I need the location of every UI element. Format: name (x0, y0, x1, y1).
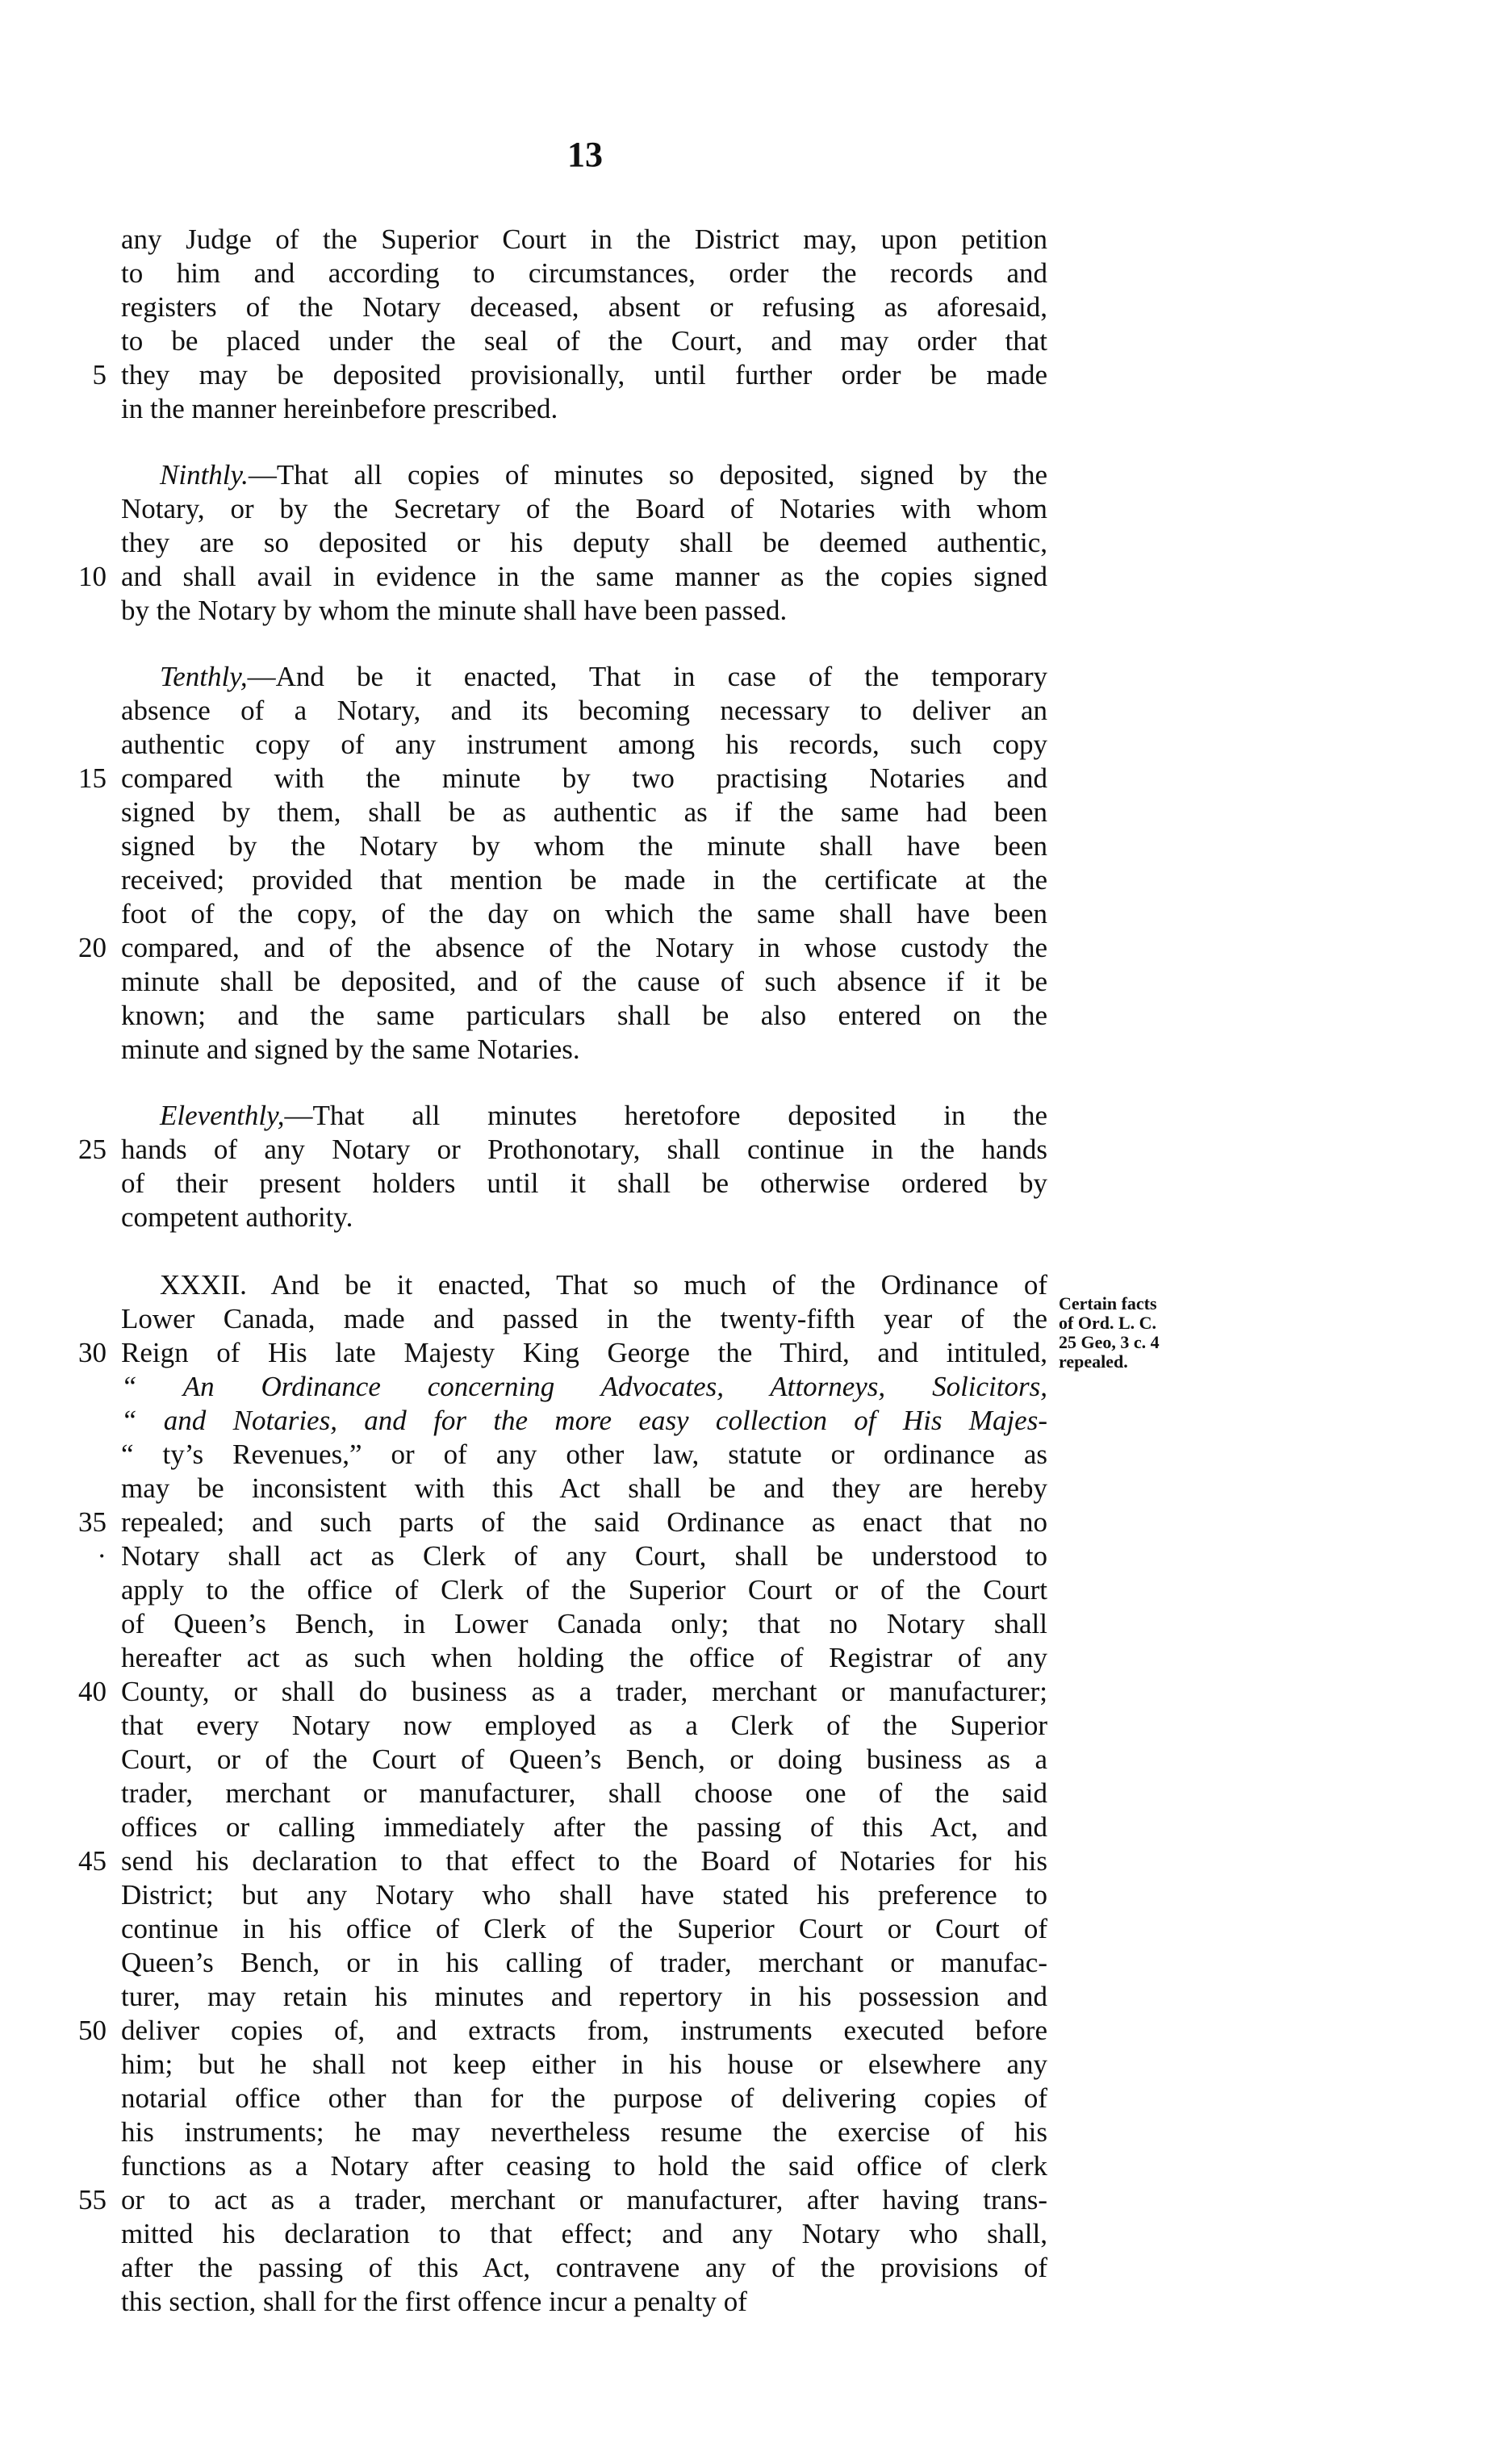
text-line (121, 1572, 1047, 1609)
text-line-content: to him and according to circumstances, order the records and (121, 257, 1047, 289)
text-line (121, 692, 1047, 729)
text-line (121, 1402, 1047, 1439)
text-line (121, 929, 1047, 967)
text-line-content: Lower Canada, made and passed in the twenty-fifth year of the (121, 1303, 1047, 1334)
text-line-content: turer, may retain his minutes and repertory in his possession and (121, 1981, 1047, 2012)
margin-note (1059, 1294, 1249, 1372)
line-number: 30 (78, 1337, 107, 1368)
text-line-content: in the manner hereinbefore prescribed. (121, 393, 558, 424)
text-line-content: functions as a Notary after ceasing to hold the said office of clerk (121, 2150, 1047, 2182)
text-line (121, 963, 1047, 1000)
text-line (121, 1944, 1047, 1982)
margin-note-line: 25 Geo, 3 c. 4 (1059, 1332, 1160, 1352)
text-line-content: signed by them, shall be as authentic as if the same had been (121, 796, 1047, 828)
text-line-content: they are so deposited or his deputy shall be deemed authentic, (121, 527, 1047, 558)
text-line-content: competent authority. (121, 1201, 353, 1233)
text-line (121, 491, 1047, 528)
line-number: 40 (78, 1676, 107, 1707)
text-line-content: hands of any Notary or Prothonotary, shall continue in the hands (121, 1134, 1047, 1165)
text-line (121, 2249, 1047, 2287)
text-line-content: “ ty’s Revenues,” or of any other law, statute or ordinance as (121, 1439, 1047, 1470)
text-line-content: notarial office other than for the purpose of delivering copies of (121, 2082, 1047, 2114)
section-lead-word: Tenthly, (160, 661, 248, 692)
text-line (121, 1131, 1047, 1168)
text-line (121, 1639, 1047, 1677)
text-line (121, 592, 1047, 629)
line-number: 25 (78, 1134, 107, 1165)
text-line (121, 1707, 1047, 1744)
text-line-content: —That all copies of minutes so deposited, signed by the (248, 459, 1047, 491)
text-line-content: foot of the copy, of the day on which the same shall have been (121, 898, 1047, 929)
text-line-content: any Judge of the Superior Court in the District may, upon petition (121, 223, 1047, 255)
text-line (121, 1470, 1047, 1507)
text-line (121, 2046, 1047, 2083)
text-line-content: minute and signed by the same Notaries. (121, 1034, 580, 1065)
text-line-content: offices or calling immediately after the passing of this Act, and (121, 1811, 1047, 1843)
text-line-content: deliver copies of, and extracts from, instruments executed before (121, 2015, 1047, 2046)
text-line-content: County, or shall do business as a trader, merchant or manufacturer; (121, 1676, 1047, 1707)
text-line-content: received; provided that mention be made in the certificate at the (121, 864, 1047, 896)
text-line (121, 1775, 1047, 1812)
text-line-content: or to act as a trader, merchant or manufacturer, after having trans- (121, 2184, 1047, 2216)
text-line (121, 1165, 1047, 1202)
text-line-content: his instruments; he may nevertheless resume the exercise of his (121, 2116, 1047, 2148)
text-line-content: and shall avail in evidence in the same manner as the copies signed (121, 561, 1047, 592)
text-line-content: after the passing of this Act, contravene any of the provisions of (121, 2252, 1047, 2283)
margin-note-line: repealed. (1059, 1351, 1128, 1372)
text-line (121, 2114, 1047, 2151)
section-lead-word: Eleventhly, (160, 1100, 285, 1131)
line-number: 55 (78, 2184, 107, 2216)
text-line (121, 1368, 1047, 1405)
text-line (121, 1199, 1047, 1236)
text-line (121, 726, 1047, 763)
text-line-content: authentic copy of any instrument among his records, such copy (121, 729, 1047, 760)
text-line (121, 1031, 1047, 1068)
text-line-content: District; but any Notary who shall have stated his preference to (121, 1879, 1047, 1911)
text-line-content: Notary shall act as Clerk of any Court, shall be understood to (121, 1540, 1047, 1572)
text-line (121, 658, 1047, 695)
text-line-content: may be inconsistent with this Act shall be and they are hereby (121, 1472, 1047, 1504)
text-line (121, 794, 1047, 831)
text-line (121, 1436, 1047, 1473)
text-line (121, 1538, 1047, 1575)
text-line (121, 1097, 1047, 1134)
text-line (121, 1267, 1047, 1304)
text-line (121, 2012, 1047, 2049)
margin-note-line: Certain facts (1059, 1293, 1157, 1313)
text-line-content: “ and Notaries, and for the more easy collection of His Majes- (121, 1405, 1047, 1436)
text-line-content: XXXII. And be it enacted, That so much of the Ordinance of (160, 1269, 1047, 1301)
text-line (121, 1606, 1047, 1643)
text-line-content: minute shall be deposited, and of the cause of such absence if it be (121, 966, 1047, 997)
text-line-content: apply to the office of Clerk of the Superior Court or of the Court (121, 1574, 1047, 1606)
text-line-content: hereafter act as such when holding the office of Registrar of any (121, 1642, 1047, 1673)
text-line-content: Queen’s Bench, or in his calling of trader, merchant or manufac- (121, 1947, 1047, 1978)
text-line-content: known; and the same particulars shall be also entered on the (121, 1000, 1047, 1031)
text-line-content: Notary, or by the Secretary of the Board of Notaries with whom (121, 493, 1047, 524)
text-line (121, 2148, 1047, 2185)
text-line-content: they may be deposited provisionally, until further order be made (121, 359, 1047, 390)
text-line (121, 1504, 1047, 1541)
text-line-content: Reign of His late Majesty King George the Third, and intituled, (121, 1337, 1047, 1368)
page-number: 13 (567, 135, 603, 174)
text-line-content: signed by the Notary by whom the minute shall have been (121, 830, 1047, 862)
text-line (121, 828, 1047, 865)
text-line-content: repealed; and such parts of the said Ordinance as enact that no (121, 1506, 1047, 1538)
line-number: 10 (78, 561, 107, 592)
text-line (121, 390, 1047, 428)
text-line-content: by the Notary by whom the minute shall have been passed. (121, 595, 788, 626)
text-line-content: trader, merchant or manufacturer, shall choose one of the said (121, 1777, 1047, 1809)
text-line (121, 221, 1047, 258)
text-line-content: to be placed under the seal of the Court, and may order that (121, 325, 1047, 357)
text-line (121, 1809, 1047, 1846)
text-line (121, 997, 1047, 1034)
text-line-content: —That all minutes heretofore deposited in the (284, 1100, 1047, 1131)
line-number: 15 (78, 762, 107, 794)
text-line-content: continue in his office of Clerk of the Superior Court or Court of (121, 1913, 1047, 1944)
text-line-content: compared, and of the absence of the Notary in whose custody the (121, 932, 1047, 963)
text-line (121, 1911, 1047, 1948)
text-line-content: of their present holders until it shall be otherwise ordered by (121, 1167, 1047, 1199)
section-lead-word: Ninthly. (160, 459, 249, 491)
text-line (121, 289, 1047, 326)
margin-note-line: of Ord. L. C. (1059, 1313, 1156, 1333)
text-line (121, 1877, 1047, 1914)
text-line (121, 1843, 1047, 1880)
text-line-content: him; but he shall not keep either in his house or elsewhere any (121, 2048, 1047, 2080)
text-line (121, 862, 1047, 899)
text-line (121, 457, 1047, 494)
line-number: 35 (78, 1506, 107, 1538)
text-line-content: absence of a Notary, and its becoming necessary to deliver an (121, 695, 1047, 726)
text-line (121, 2283, 1047, 2320)
text-line (121, 896, 1047, 933)
text-line (121, 255, 1047, 292)
text-line (121, 2080, 1047, 2117)
text-line-content: compared with the minute by two practising Notaries and (121, 762, 1047, 794)
text-line-content: of Queen’s Bench, in Lower Canada only; that no Notary shall (121, 1608, 1047, 1639)
text-line-content: send his declaration to that effect to the Board of Notaries for his (121, 1845, 1047, 1877)
text-line (121, 524, 1047, 562)
text-line (121, 2216, 1047, 2253)
line-number: 5 (92, 359, 107, 390)
text-line-content: registers of the Notary deceased, absent or refusing as aforesaid, (121, 291, 1047, 323)
text-line (121, 1978, 1047, 2015)
text-line (121, 760, 1047, 797)
text-line-content: —And be it enacted, That in case of the temporary (247, 661, 1047, 692)
text-line-content: that every Notary now employed as a Clerk of the Superior (121, 1710, 1047, 1741)
text-line-content: Court, or of the Court of Queen’s Bench, or doing business as a (121, 1744, 1047, 1775)
text-line (121, 1334, 1047, 1372)
line-number: 45 (78, 1845, 107, 1877)
text-line (121, 1301, 1047, 1338)
text-line-content: mitted his declaration to that effect; and any Notary who shall, (121, 2218, 1047, 2249)
line-number: 50 (78, 2015, 107, 2046)
text-line-content: this section, shall for the first offence incur a penalty of (121, 2286, 747, 2317)
text-line (121, 1741, 1047, 1778)
text-line (121, 2182, 1047, 2219)
line-number: 20 (78, 932, 107, 963)
text-line (121, 323, 1047, 360)
text-line (121, 1673, 1047, 1710)
text-line (121, 558, 1047, 595)
text-line-content: “ An Ordinance concerning Advocates, Attorneys, Solicitors, (121, 1371, 1047, 1402)
line-number: · (97, 1540, 107, 1572)
text-line (121, 357, 1047, 394)
